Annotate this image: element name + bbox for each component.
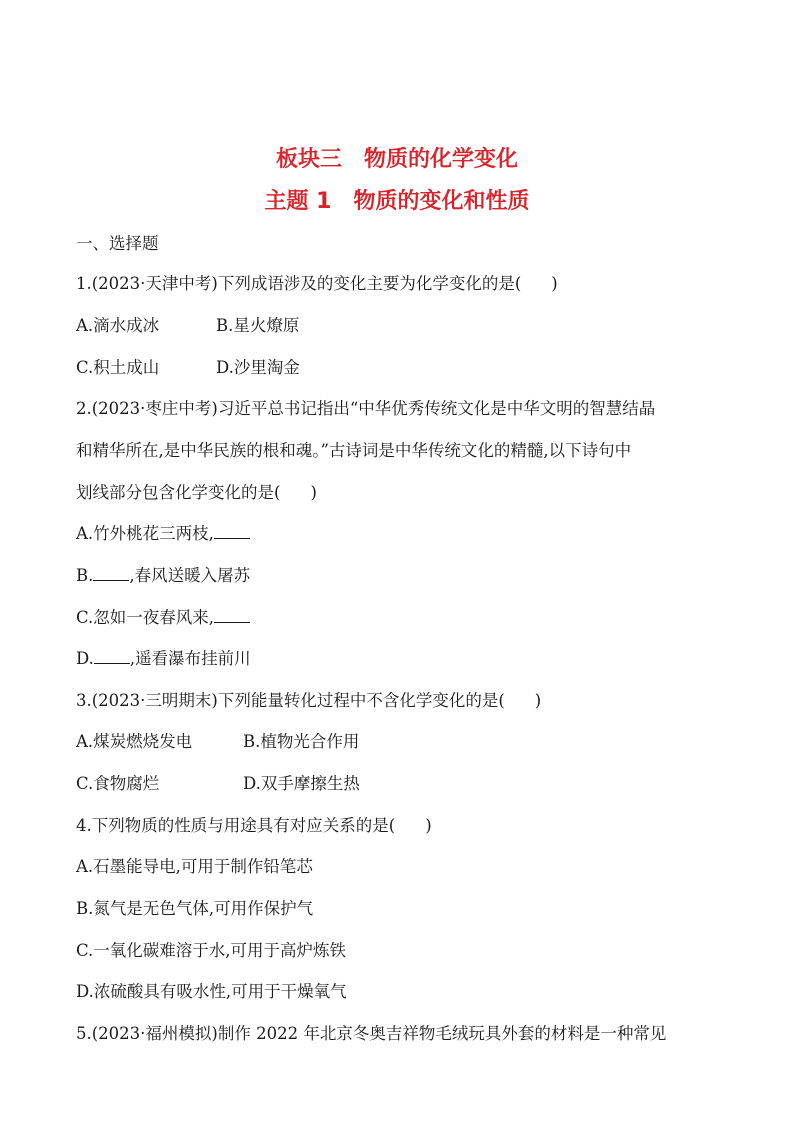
option-b-label: B. (76, 566, 94, 585)
question-4-paren-close: ) (425, 816, 432, 835)
question-2-text: 划线部分包含化学变化的是( (76, 483, 281, 502)
underline-blank (214, 522, 250, 539)
question-5-line-1: 5.(2023·福州模拟)制作 2022 年北京冬奥吉祥物毛绒玩具外套的材料是一种常见 (76, 1024, 667, 1043)
option-d-label: D. (76, 649, 94, 668)
question-1-option-a: A.滴水成冰 (76, 316, 160, 335)
question-4-stem (76, 814, 432, 838)
question-2-line-3 (76, 481, 317, 505)
question-1-option-d: D.沙里淘金 (216, 358, 300, 377)
underline-blank (214, 606, 250, 623)
question-4-option-d: D.浓硫酸具有吸水性,可用于干燥氧气 (76, 982, 347, 1001)
question-3-option-c: C.食物腐烂 (76, 774, 160, 793)
question-2-paren-close: ) (310, 483, 317, 502)
question-4-option-b: B.氮气是无色气体,可用作保护气 (76, 899, 314, 918)
topic-title: 主题 1 物质的变化和性质 (264, 189, 530, 214)
question-1-option-b: B.星火燎原 (216, 316, 300, 335)
question-3-stem (76, 689, 541, 713)
option-c-text: C.忽如一夜春风来, (76, 608, 215, 627)
section-title: 板块三 物质的化学变化 (275, 147, 518, 172)
question-2-option-a (76, 522, 250, 546)
underline-blank (94, 647, 130, 664)
section-heading: 一、选择题 (76, 234, 159, 253)
question-3-option-d: D.双手摩擦生热 (243, 774, 360, 793)
question-3-paren-close: ) (534, 691, 542, 710)
question-2-option-c (76, 606, 250, 630)
question-1-option-c: C.积土成山 (76, 358, 160, 377)
option-a-text: A.竹外桃花三两枝, (76, 524, 214, 543)
question-3-option-b: B.植物光合作用 (243, 732, 360, 751)
question-2-option-b (76, 564, 250, 588)
question-2-line-2: 和精华所在,是中华民族的根和魂。”古诗词是中华传统文化的精髓,以下诗句中 (76, 441, 632, 460)
question-4-option-c: C.一氧化碳难溶于水,可用于高炉炼铁 (76, 941, 347, 960)
question-4-text: 4.下列物质的性质与用途具有对应关系的是( (76, 816, 396, 835)
question-3-option-a: A.煤炭燃烧发电 (76, 732, 193, 751)
question-1-text: 1.(2023·天津中考)下列成语涉及的变化主要为化学变化的是( (76, 274, 522, 293)
question-3-text: 3.(2023·三明期末)下列能量转化过程中不含化学变化的是( (76, 691, 505, 710)
option-d-text: ,遥看瀑布挂前川 (129, 649, 251, 668)
underline-blank (93, 564, 129, 581)
option-b-text: ,春风送暖入屠苏 (129, 566, 251, 585)
question-2-line-1: 2.(2023·枣庄中考)习近平总书记指出“中华优秀传统文化是中华文明的智慧结晶 (76, 399, 656, 418)
question-2-option-d (76, 647, 251, 671)
question-1-stem (76, 272, 558, 296)
question-4-option-a: A.石墨能导电,可用于制作铅笔芯 (76, 857, 313, 876)
question-1-paren-close: ) (551, 274, 558, 293)
